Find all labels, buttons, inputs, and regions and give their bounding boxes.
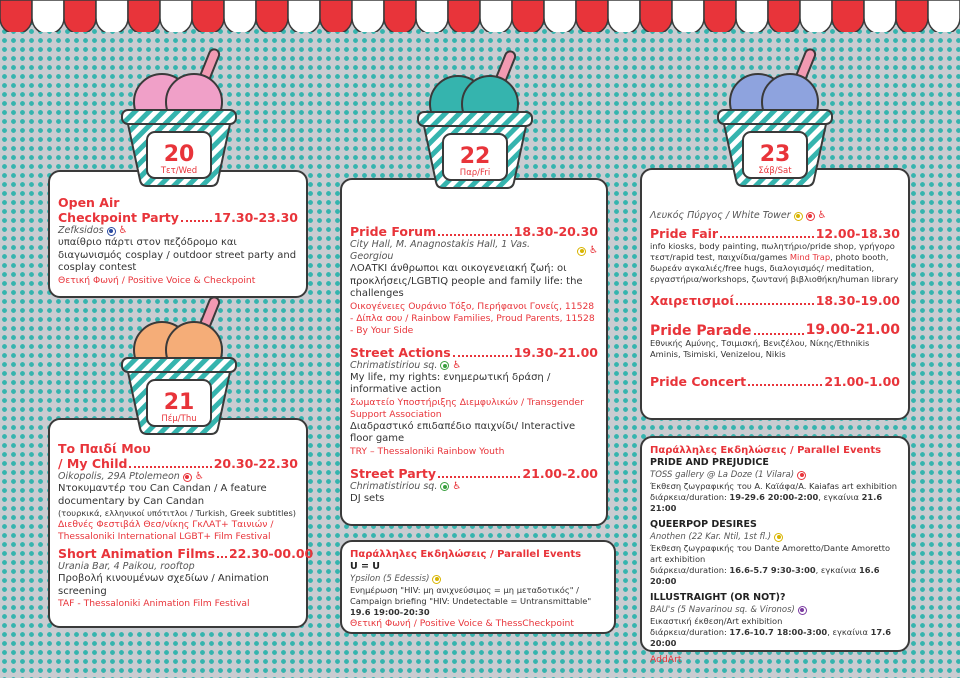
event-time: 22.30-00.00 bbox=[228, 546, 314, 561]
awning-stripe bbox=[576, 0, 608, 32]
event-time: 21.00-2.00 bbox=[522, 465, 598, 481]
awning-stripe bbox=[64, 0, 96, 32]
awning-stripe bbox=[128, 0, 160, 32]
parallel-footer: AddArt bbox=[650, 654, 682, 665]
event-description: Ενημέρωση "HIV: μη ανιχνεύσιμος = μη μεταδοτικός" / Campaign briefing "HIV: Undetectable = Untransmittable" bbox=[350, 585, 592, 606]
venue-label: Chrimatistiriou sq. bbox=[350, 480, 438, 492]
event-title-line bbox=[58, 456, 298, 471]
desc-part: , photo booth, δωρεάν αγκαλιές/free hugs, διαλογισμός/ meditation, εργαστήρια/workshops, ζωντανή βιβλιοθήκη/human library bbox=[650, 252, 899, 284]
event-organizer: Οικογένειες Ουράνιο Τόξο, Περήφανοι Γονείς, 11528 - Δίπλα σου / Rainbow Families, Proud Parents, 11528 - By Your Side bbox=[350, 300, 595, 336]
venue-label: City Hall, M. Anagnostakis Hall, 1 Vas. Georgiou bbox=[350, 239, 530, 262]
parallel-event-list bbox=[650, 457, 900, 649]
info-icon bbox=[440, 482, 449, 491]
event-time: 17.30-23.30 bbox=[213, 210, 298, 225]
event-description bbox=[650, 241, 900, 285]
duration-part: 16.6 20:00 bbox=[650, 565, 880, 586]
event-organizer: TRY – Thessaloniki Rainbow Youth bbox=[350, 445, 505, 457]
awning-stripe bbox=[640, 0, 672, 32]
wheelchair-icon: ♿ bbox=[118, 225, 128, 236]
awning-stripe bbox=[608, 0, 640, 32]
dotted-leader bbox=[453, 355, 512, 357]
awning-stripe bbox=[768, 0, 800, 32]
awning-stripe bbox=[544, 0, 576, 32]
parallel-heading: Παράλληλες Εκδηλώσεις / Parallel Events bbox=[350, 549, 582, 560]
event-title-line bbox=[58, 546, 314, 561]
event-description: Ντοκυμαντέρ του Can Candan / A feature documentary by Can Candan bbox=[58, 483, 267, 507]
parallel-event-item bbox=[650, 592, 900, 649]
dotted-leader bbox=[217, 556, 227, 558]
parallel-event-item bbox=[650, 519, 900, 587]
parallel-event-name: U = U bbox=[350, 561, 381, 572]
event-duration bbox=[650, 565, 900, 587]
day-label: Τετ/Wed bbox=[160, 166, 198, 176]
event-title: Checkpoint Party bbox=[58, 210, 179, 225]
day-number: 20 bbox=[163, 142, 195, 167]
event-organizer: Σωματείο Υποστήριξης Διεμφυλικών / Transgender Support Association bbox=[350, 396, 584, 420]
awning-stripe bbox=[896, 0, 928, 32]
event-title: Pride Forum bbox=[350, 224, 437, 239]
wheelchair-icon: ♿ bbox=[817, 210, 827, 221]
ice-cream-cup-sat bbox=[700, 40, 850, 190]
event-description: υπαίθριο πάρτι στον πεζόδρομο και διαγωνισμός cosplay / outdoor street party and cosplay contest bbox=[58, 237, 297, 273]
event-time: 12.00-18.30 bbox=[815, 226, 900, 241]
event-venue bbox=[650, 531, 900, 543]
event-title-line bbox=[650, 293, 900, 308]
awning-stripe bbox=[320, 0, 352, 32]
info-icon bbox=[806, 212, 815, 221]
duration-part: 17.6-10.7 18:00-3:00 bbox=[729, 627, 828, 637]
duration-part: , εγκαίνια bbox=[818, 492, 862, 502]
venue-label: Zefksidos bbox=[58, 225, 104, 236]
venue-label: Urania Bar, 4 Paikou, rooftop bbox=[58, 561, 195, 572]
wheelchair-icon: ♿ bbox=[452, 359, 462, 371]
event-title: / My Child bbox=[58, 456, 128, 471]
awning-stripe bbox=[288, 0, 320, 32]
event-title-line bbox=[350, 466, 598, 481]
card-friday bbox=[340, 178, 608, 526]
event-time: 18.30-19.00 bbox=[815, 293, 900, 308]
card-thursday bbox=[48, 418, 314, 628]
parallel-event-name: QUEERPOP DESIRES bbox=[650, 519, 757, 530]
awning-stripe bbox=[384, 0, 416, 32]
event-venue bbox=[350, 481, 598, 493]
info-icon bbox=[432, 575, 441, 584]
info-icon bbox=[440, 361, 449, 370]
day-label: Σάβ/Sat bbox=[758, 166, 792, 176]
info-icon bbox=[774, 533, 783, 542]
awning-stripe bbox=[704, 0, 736, 32]
duration-part: 16.6-5.7 9:30-3:00 bbox=[729, 565, 816, 575]
desc-part: info kiosks, body painting, πωλητήριο/pride shop, γρήγορο τεστ/rapid test, παιχνίδια/games bbox=[650, 241, 895, 262]
event-title-line bbox=[58, 210, 298, 225]
event-title: Short Animation Films bbox=[58, 546, 215, 561]
wheelchair-icon: ♿ bbox=[452, 480, 462, 492]
event-title-line bbox=[650, 226, 900, 241]
event-venue bbox=[58, 225, 298, 237]
event-organizer: Θετική Φωνή / Positive Voice & Checkpoint bbox=[58, 274, 256, 286]
awning-stripe bbox=[448, 0, 480, 32]
event-title-line bbox=[350, 345, 598, 360]
awning-stripe bbox=[160, 0, 192, 32]
duration-part: 19-29.6 20:00-2:00 bbox=[729, 492, 819, 502]
awning-stripe bbox=[416, 0, 448, 32]
desc-highlight: Mind Trap bbox=[789, 252, 831, 262]
card-parallel-events bbox=[640, 436, 910, 665]
duration-part: διάρκεια/duration: bbox=[650, 492, 730, 502]
awning-stripe bbox=[32, 0, 64, 32]
venue-label: Anothen (22 Kar. Ntil, 1st fl.) bbox=[650, 532, 772, 542]
awning-stripe bbox=[928, 0, 960, 32]
event-organizer: Θετική Φωνή / Positive Voice & ThessCheckpoint bbox=[350, 618, 574, 629]
parallel-event-name: ILLUSTRAIGHT (OR NOT)? bbox=[650, 592, 786, 603]
dotted-leader bbox=[181, 220, 212, 222]
parallel-heading: Παράλληλες Εκδηλώσεις / Parallel Events bbox=[650, 445, 882, 456]
dotted-leader bbox=[129, 466, 211, 468]
event-duration bbox=[650, 627, 900, 649]
dotted-leader bbox=[754, 333, 804, 335]
ice-cream-cup-fri bbox=[400, 42, 550, 192]
duration-part: 17.6 20:00 bbox=[650, 627, 892, 648]
day-number: 21 bbox=[163, 390, 195, 415]
card-friday-parallel bbox=[340, 540, 616, 634]
duration-part: διάρκεια/duration: bbox=[650, 627, 730, 637]
duration-part: , εγκαίνια bbox=[815, 565, 860, 575]
awning-stripe bbox=[736, 0, 768, 32]
event-subtitles: (τουρκικά, ελληνικοί υπότιτλοι / Turkish, Greek subtitles) bbox=[58, 508, 297, 518]
awning-stripe bbox=[0, 0, 32, 32]
awning-stripe bbox=[832, 0, 864, 32]
event-time: 19.30-21.00 bbox=[513, 344, 598, 360]
cup-rim bbox=[122, 110, 236, 124]
dotted-leader bbox=[736, 303, 813, 305]
parallel-event-item bbox=[650, 457, 900, 514]
awning-stripe bbox=[800, 0, 832, 32]
info-icon bbox=[107, 227, 116, 236]
event-time: 19.00-21.00 bbox=[805, 322, 900, 338]
event-venue bbox=[650, 210, 900, 222]
event-duration bbox=[650, 492, 900, 514]
event-description: ΛΟΑΤΚΙ άνθρωποι και οικογενειακή ζωή: οι προκλήσεις/LGBTIQ people and family life: the challenges bbox=[350, 263, 583, 299]
day-number: 22 bbox=[459, 144, 491, 169]
dotted-leader bbox=[748, 384, 822, 386]
day-number: 23 bbox=[759, 142, 791, 167]
wheelchair-icon: ♿ bbox=[194, 471, 204, 482]
cup-rim bbox=[718, 110, 832, 124]
event-title-line bbox=[650, 374, 900, 389]
event-venue bbox=[350, 360, 598, 372]
awning-stripe bbox=[672, 0, 704, 32]
day-label: Παρ/Fri bbox=[459, 168, 491, 178]
event-title-line bbox=[650, 322, 900, 338]
parallel-event-name: PRIDE AND PREJUDICE bbox=[650, 457, 769, 468]
info-icon bbox=[798, 606, 807, 615]
dotted-leader bbox=[438, 476, 520, 478]
info-icon bbox=[577, 247, 586, 256]
event-venue bbox=[350, 239, 598, 263]
event-date: 19.6 19:00-20:30 bbox=[350, 607, 430, 617]
duration-part: 21.6 21:00 bbox=[650, 492, 883, 513]
event-title: Pride Fair bbox=[650, 226, 719, 241]
event-title: Street Actions bbox=[350, 344, 451, 360]
event-title: Pride Concert bbox=[650, 374, 747, 389]
event-venue bbox=[650, 604, 900, 616]
event-title: Pride Parade bbox=[650, 323, 752, 339]
event-venue bbox=[58, 561, 298, 573]
info-icon bbox=[794, 212, 803, 221]
card-saturday bbox=[640, 168, 910, 420]
awning-stripe bbox=[352, 0, 384, 32]
duration-part: διάρκεια/duration: bbox=[650, 565, 730, 575]
awning-stripe bbox=[192, 0, 224, 32]
awning bbox=[0, 0, 960, 32]
awning-stripe bbox=[224, 0, 256, 32]
event-time: 21.00-1.00 bbox=[824, 374, 900, 389]
cup-rim bbox=[122, 358, 236, 372]
info-icon bbox=[797, 471, 806, 480]
day-label: Πέμ/Thu bbox=[161, 414, 197, 424]
awning-stripe bbox=[256, 0, 288, 32]
venue-label: TOSS gallery @ La Doze (1 Vilara) bbox=[650, 470, 795, 480]
dotted-leader bbox=[720, 236, 814, 238]
event-description: My life, my rights: ενημερωτική δράση / informative action bbox=[350, 371, 551, 395]
wheelchair-icon: ♿ bbox=[589, 245, 598, 256]
awning-stripe bbox=[512, 0, 544, 32]
event-description: Διαδραστικό επιδαπέδιο παιχνίδι/ Interactive floor game bbox=[350, 420, 576, 444]
event-title: Το Παιδί Μου bbox=[58, 441, 151, 456]
dotted-leader bbox=[438, 234, 512, 236]
event-title: Street Party bbox=[350, 465, 436, 481]
event-description: Έκθεση ζωγραφικής του Dante Amoretto/Dante Amoretto art exhibition bbox=[650, 543, 891, 564]
venue-label: Ypsilon (5 Edessis) bbox=[350, 574, 430, 584]
venue-label: BAU's (5 Navarinou sq. & Vironos) bbox=[650, 605, 795, 615]
event-description: Έκθεση ζωγραφικής του Α. Καϊάφα/A. Kaiafas art exhibition bbox=[650, 481, 898, 491]
event-title: Open Air bbox=[58, 195, 120, 210]
event-description: Προβολή κινουμένων σχεδίων / Animation screening bbox=[58, 573, 269, 597]
cup-rim bbox=[418, 112, 532, 126]
event-title: Χαιρετισμοί bbox=[650, 293, 735, 308]
duration-part: , εγκαίνια bbox=[827, 627, 871, 637]
awning-stripe bbox=[480, 0, 512, 32]
event-organizer: Διεθνές Φεστιβάλ Θεσ/νίκης ΓκΛΑΤ+ Ταινιών / Thessaloniki International LGBT+ Film Festival bbox=[58, 519, 274, 542]
event-description: DJ sets bbox=[350, 492, 385, 504]
venue-label: Oikopolis, 29A Ptolemeon bbox=[58, 471, 180, 482]
info-icon bbox=[183, 473, 192, 482]
event-venue bbox=[58, 471, 298, 483]
event-organizer: TAF - Thessaloniki Animation Film Festival bbox=[58, 598, 250, 609]
event-venue bbox=[350, 573, 606, 585]
event-description: Εικαστική έκθεση/Art exhibition bbox=[650, 616, 783, 626]
awning-stripe bbox=[96, 0, 128, 32]
venue-label: Λευκός Πύργος / White Tower bbox=[650, 210, 791, 221]
awning-stripe bbox=[864, 0, 896, 32]
ice-cream-cup-wed bbox=[104, 40, 254, 190]
event-time: 20.30-22.30 bbox=[213, 456, 298, 471]
venue-label: Chrimatistiriou sq. bbox=[350, 359, 438, 371]
event-venue bbox=[650, 469, 900, 481]
event-title-line bbox=[350, 224, 598, 239]
event-description: Εθνικής Αμύνης, Τσιμισκή, Βενιζέλου, Νίκης/Ethnikis Aminis, Tsimiski, Venizelou, Nikis bbox=[650, 338, 870, 359]
ice-cream-cup-thu bbox=[104, 288, 254, 438]
event-time: 18.30-20.30 bbox=[513, 224, 598, 239]
